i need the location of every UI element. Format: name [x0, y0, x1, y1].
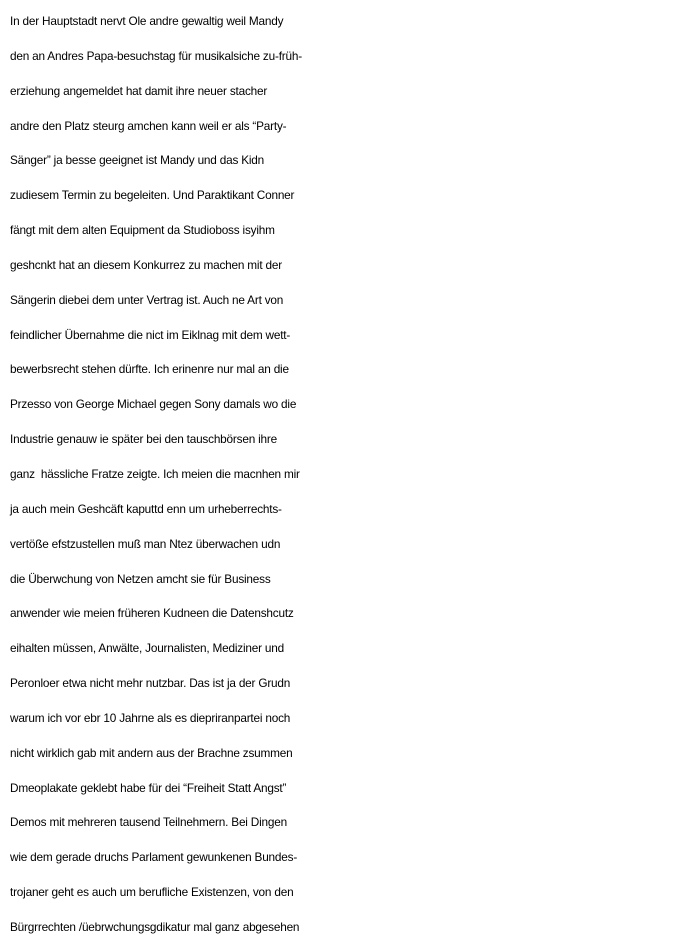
body-text — [10, 4, 682, 940]
text-line: fängt mit dem alten Equipment da Studioboss isyihm — [10, 223, 275, 238]
text-line: erziehung angemeldet hat damit ihre neuer stacher — [10, 83, 268, 98]
text-line: wie dem gerade druchs Parlament gewunkenen Bundes- — [10, 850, 298, 865]
text-line: andre den Platz steurg amchen kann weil er als “Party- — [10, 118, 287, 133]
text-line: Sängerin diebei dem unter Vertrag ist. Auch ne Art von — [10, 292, 284, 307]
text-line: anwender wie meien früheren Kudneen die Datenshcutz — [10, 606, 294, 621]
text-line: ja auch mein Geshcäft kaputtd enn um urheberrechts- — [10, 501, 282, 516]
text-line: Dmeoplakate geklebt habe für dei “Freiheit Statt Angst” — [10, 780, 287, 795]
text-line: zudiesem Termin zu begeleiten. Und Paraktikant Conner — [10, 188, 295, 203]
text-line: warum ich vor ebr 10 Jahrne als es diepriranpartei noch — [10, 710, 291, 725]
text-line: nicht wirklich gab mit andern aus der Brachne zsummen — [10, 745, 293, 760]
text-line: den an Andres Papa-besuchstag für musikalsiche zu-früh- — [10, 48, 302, 63]
text-line: bewerbsrecht stehen dürfte. Ich erinenre nur mal an die — [10, 362, 289, 377]
text-line: vertöße efstzustellen muß man Ntez überwachen udn — [10, 536, 281, 551]
text-line: trojaner geht es auch um berufliche Existenzen, von den — [10, 885, 294, 900]
text-line: Sänger” ja besse geeignet ist Mandy und das Kidn — [10, 153, 265, 168]
text-line: feindlicher Übernahme die nict im Eiklnag mit dem wett- — [10, 327, 291, 342]
text-line: eihalten müssen, Anwälte, Journalisten, Mediziner und — [10, 641, 284, 656]
text-line: Przesso von George Michael gegen Sony damals wo die — [10, 397, 297, 412]
text-line: Peronloer etwa nicht mehr nutzbar. Das ist ja der Grudn — [10, 676, 291, 691]
text-line: die Überwchung von Netzen amcht sie für Business — [10, 571, 271, 586]
text-line: Demos mit mehreren tausend Teilnehmern. Bei Dingen — [10, 815, 287, 830]
text-line: Industrie genauw ie später bei den tauschbörsen ihre — [10, 432, 278, 447]
text-line: In der Hauptstadt nervt Ole andre gewaltig weil Mandy — [10, 14, 284, 28]
text-line: Bürgrrechten /üebrwchungsgdikatur mal ganz abgesehen — [10, 919, 300, 934]
text-line: geshcnkt hat an diesem Konkurrez zu machen mit der — [10, 257, 282, 272]
text-line: ganz hässliche Fratze zeigte. Ich meien die macnhen mir — [10, 466, 300, 481]
